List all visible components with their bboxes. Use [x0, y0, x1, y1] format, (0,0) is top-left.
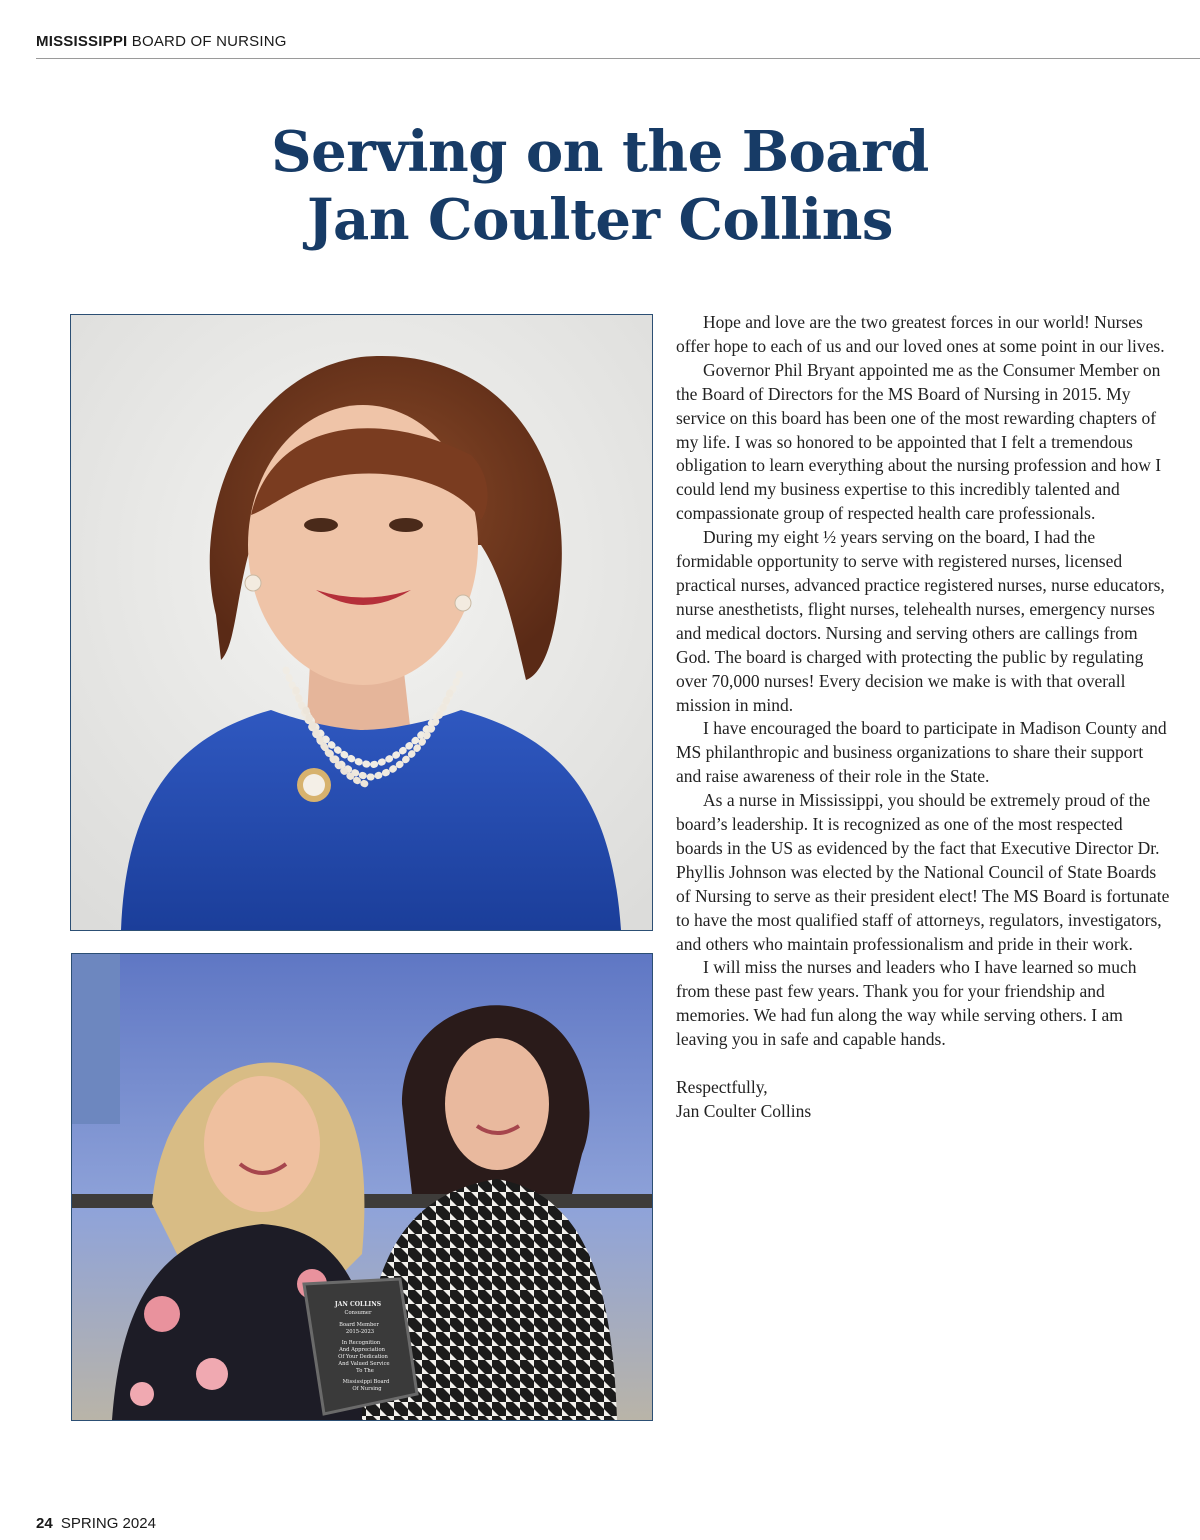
plaque-line: 2015-2023 — [345, 1329, 375, 1335]
paragraph: I will miss the nurses and leaders who I have learned so much from these past few years. Thank you for your friendship and memories. We had fun along the way while serving others. I am leaving you in safe and capable hands. — [676, 957, 1137, 1050]
page-footer — [36, 1515, 156, 1532]
paragraph: I have encouraged the board to participate in Madison County and MS philanthropic and business organizations to share their support and raise awareness of their role in the State. — [676, 718, 1167, 787]
title-line-2: Jan Coulter Collins — [307, 187, 893, 253]
plaque-line: And Valued Service — [338, 1361, 390, 1367]
paragraph: As a nurse in Mississippi, you should be extremely proud of the board’s leadership. It is recognized as one of the most respected boards in the US as evidenced by the fact that Executive Director Dr. Phyllis Johnson was elected by the National Council of State Boards of Nursing to serve as their president elect! The MS Board is fortunate to have the most qualified staff of attorneys, regulators, investigators, and others who maintain professionalism and pride in their work. — [676, 790, 1170, 954]
title-line-1: Serving on the Board — [271, 119, 929, 185]
paragraph: During my eight ½ years serving on the board, I had the formidable opportunity to serve with registered nurses, licensed practical nurses, advanced practice registered nurses, nurse educators, nurse anesthetists, flight nurses, telehealth nurses, emergency nurses and medical doctors. Nursing and serving others are callings from God. The board is charged with protecting the public by regulating over 70,000 nurses! Every decision we make is with that overall mission in mind. — [676, 527, 1165, 715]
issue-label: SPRING 2024 — [60, 1515, 156, 1532]
plaque-line: Consumer — [344, 1310, 372, 1316]
article-body — [676, 311, 1170, 1124]
plaque-line: JAN COLLINS — [334, 1301, 382, 1308]
portrait-photo — [70, 314, 653, 931]
page-number: 24 — [36, 1515, 53, 1532]
plaque-line: To The — [356, 1368, 374, 1374]
paragraph: Governor Phil Bryant appointed me as the Consumer Member on the Board of Directors for the MS Board of Nursing in 2015. My service on this board has been one of the most rewarding chapters of my life. I was so honored to be appointed that I felt a tremendous obligation to learn everything about the nursing profession and how I could lend my business expertise to this incredibly talented and compassionate group of respected health care professionals. — [676, 359, 1162, 524]
running-head — [36, 33, 287, 50]
award-photo — [71, 953, 653, 1421]
header-rule — [36, 58, 1200, 59]
plaque-line: And Appreciation — [339, 1347, 385, 1353]
plaque-line: Mississippi Board — [342, 1379, 390, 1385]
plaque-line: Of Nursing — [352, 1386, 382, 1392]
signoff: Respectfully, — [676, 1077, 768, 1098]
signature: Jan Coulter Collins — [676, 1101, 812, 1121]
publication-subname: BOARD OF NURSING — [131, 33, 287, 50]
plaque-line: In Recognition — [341, 1340, 381, 1346]
plaque-line: Board Member — [339, 1322, 379, 1328]
plaque-line: Of Your Dedication — [338, 1354, 388, 1360]
publication-name: MISSISSIPPI — [36, 33, 128, 50]
paragraph: Hope and love are the two greatest forces in our world! Nurses offer hope to each of us and our loved ones at some point in our lives. — [676, 312, 1165, 356]
article-title — [0, 118, 1200, 254]
